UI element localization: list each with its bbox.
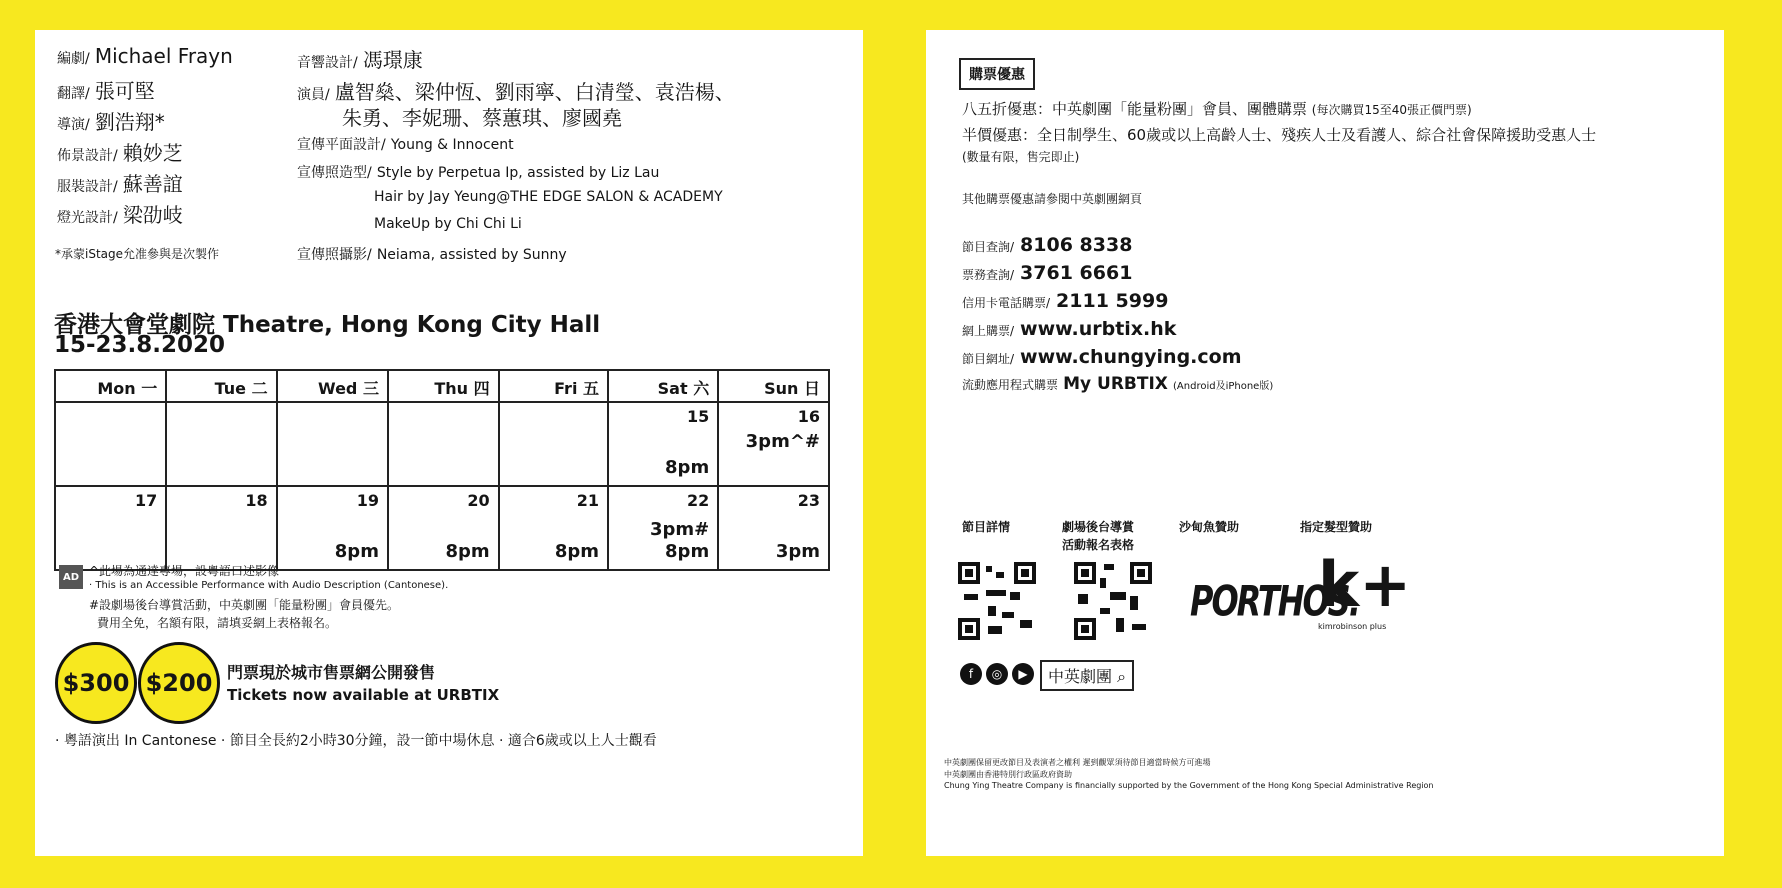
credit-sound: 音響設計/ 馮璟康 [297, 48, 423, 72]
app-purchase: 流動應用程式購票 My URBTIX (Android及iPhone版) [962, 374, 1274, 394]
contact-row: 票務查詢/ 3761 6661 [962, 262, 1133, 284]
performance-dates: 15-23.8.2020 [54, 332, 226, 358]
credit-row: 編劇/ Michael Frayn [57, 44, 233, 68]
performance-info-footer: · 粵語演出 In Cantonese · 節目全長約2小時30分鐘，設一節中場休息 · 適合6歲或以上人士觀看 [55, 733, 657, 749]
calendar-cell [277, 402, 388, 486]
calendar-day-header: Thu 四 [388, 370, 499, 402]
contact-phone: 3761 6661 [1020, 262, 1133, 284]
hash-note-line2: 費用全免，名額有限，請填妥網上表格報名。 [97, 616, 338, 630]
fine-print-2: 中英劇團由香港特別行政區政府資助 [944, 770, 1072, 779]
ad-note-en: · This is an Accessible Performance with Audio Description (Cantonese). [89, 580, 449, 591]
tickets-zh: 門票現於城市售票網公開發售 [227, 663, 436, 682]
showtime: 8pm [665, 457, 710, 478]
showtimes [335, 541, 379, 563]
credit-styling: 宣傳照造型/ Style by Perpetua Ip, assisted by Liz Lau [297, 165, 660, 181]
showtimes [445, 541, 489, 563]
calendar-date: 19 [356, 491, 379, 510]
calendar-week-row [55, 402, 829, 486]
kimrobinson-logo: k+ [1318, 548, 1412, 621]
qr-graphic [1074, 562, 1152, 640]
porthos-logo: PORTHOS. [1190, 576, 1359, 626]
calendar-cell [718, 486, 829, 570]
credit-hair: Hair by Jay Yeung@THE EDGE SALON & ACADEMY [374, 189, 723, 205]
calendar-date: 21 [576, 491, 599, 510]
showtime: 3pm# [649, 519, 710, 540]
sponsor-title-details: 節目詳情 [962, 520, 1011, 534]
istage-note: *承蒙iStage允准參與是次製作 [55, 247, 220, 261]
sponsor-title-porthos: 沙甸魚贊助 [1179, 520, 1240, 534]
calendar-cell [166, 486, 276, 570]
discount-half: 半價優惠：全日制學生、60歲或以上高齡人士、殘疾人士及看護人、綜合社會保障援助受惠人士 [962, 126, 1597, 144]
calendar-cell [388, 402, 499, 486]
search-icon: ⌕ [1117, 667, 1127, 686]
brand-search-box[interactable]: 中英劇團 ⌕ [1040, 660, 1134, 691]
calendar-cell [718, 402, 829, 486]
sponsor-title-hair: 指定髮型贊助 [1300, 520, 1373, 534]
calendar-cell [388, 486, 499, 570]
calendar-date: 20 [467, 491, 490, 510]
credit-row: 服裝設計/ 蘇善誼 [57, 172, 183, 196]
price-badge-300: $300 [55, 642, 137, 724]
hash-note-line1: #設劇場後台導賞活動，中英劇團「能量粉團」會員優先。 [89, 598, 400, 612]
ad-note-zh: ^此場為通達專場，設粵語口述影像 [89, 564, 280, 578]
price-badge-200: $200 [138, 642, 220, 724]
calendar-cell [277, 486, 388, 570]
showtimes [650, 519, 709, 563]
fine-print-1: 中英劇團保留更改節目及表演者之權利 遲到觀眾須待節目適當時候方可進場 [944, 758, 1211, 767]
credit-row: 導演/ 劉浩翔* [57, 110, 165, 134]
calendar-day-header: Sun 日 [718, 370, 829, 402]
calendar-day-header: Mon 一 [55, 370, 166, 402]
other-discount-note: 其他購票優惠請參閱中英劇團網頁 [962, 192, 1143, 206]
ticket-discount-box: 購票優惠 [959, 58, 1035, 90]
audio-description-icon: AD [59, 565, 83, 589]
contact-phone: 8106 8338 [1020, 234, 1133, 256]
calendar-cell [499, 486, 608, 570]
contact-phone: 2111 5999 [1056, 290, 1169, 312]
calendar-week-row [55, 486, 829, 570]
calendar-cell [166, 402, 276, 486]
calendar-date: 23 [797, 491, 820, 510]
showtimes [776, 541, 820, 563]
calendar-date: 15 [686, 407, 710, 426]
credit-row: 燈光設計/ 梁劭岐 [57, 203, 183, 227]
credit-row: 翻譯/ 張可堅 [57, 79, 155, 103]
showtime: 3pm [775, 541, 820, 562]
contact-row: 節目網址/ www.chungying.com [962, 346, 1242, 368]
qr-graphic [958, 562, 1036, 640]
discount-85: 八五折優惠：中英劇團「能量粉團」會員、團體購票 (每次購買15至40張正價門票) [962, 100, 1472, 118]
showtime: 8pm [445, 541, 490, 562]
facebook-icon[interactable]: f [960, 663, 982, 685]
calendar-cell [608, 486, 718, 570]
calendar-cell [55, 486, 166, 570]
credit-graphic: 宣傳平面設計/ Young & Innocent [297, 137, 514, 153]
credit-cast-line2: 朱勇、李妮珊、蔡蕙琪、廖國堯 [342, 106, 622, 130]
calendar-cell [55, 402, 166, 486]
calendar-day-header: Tue 二 [166, 370, 276, 402]
calendar-day-header: Fri 五 [499, 370, 608, 402]
showtimes [665, 457, 709, 479]
credit-makeup: MakeUp by Chi Chi Li [374, 216, 522, 232]
venue-title: 香港大會堂劇院 Theatre, Hong Kong City Hall [54, 312, 601, 338]
qr-code-backstage[interactable] [1074, 562, 1152, 640]
contact-row: 網上購票/ www.urbtix.hk [962, 318, 1177, 340]
kimrobinson-text: kimrobinson plus [1318, 622, 1387, 631]
calendar-date: 16 [797, 407, 820, 426]
contact-link[interactable]: www.chungying.com [1020, 346, 1242, 368]
calendar-header-row [55, 370, 829, 402]
showtimes [555, 541, 599, 563]
sponsor-title-form: 活動報名表格 [1062, 538, 1135, 552]
showtime: 3pm^# [745, 431, 820, 452]
credit-row: 佈景設計/ 賴妙芝 [57, 141, 183, 165]
sponsor-title-backstage: 劇場後台導賞 [1062, 520, 1135, 534]
showtime: 8pm [665, 541, 710, 562]
discount-half-note: (數量有限，售完即止) [962, 150, 1080, 164]
right-panel [926, 30, 1724, 856]
credit-photo: 宣傳照攝影/ Neiama, assisted by Sunny [297, 247, 567, 263]
qr-code-details[interactable] [958, 562, 1036, 640]
tickets-en: Tickets now available at URBTIX [227, 686, 500, 704]
performance-calendar [54, 369, 830, 571]
instagram-icon[interactable]: ◎ [986, 663, 1008, 685]
calendar-day-header: Sat 六 [608, 370, 718, 402]
calendar-day-header: Wed 三 [277, 370, 388, 402]
contact-row: 信用卡電話購票/ 2111 5999 [962, 290, 1169, 312]
credit-cast: 演員/ 盧智燊、梁仲恆、劉雨寧、白清瑩、袁浩楊、 [297, 80, 735, 104]
showtime: 8pm [554, 541, 599, 562]
calendar-date: 22 [686, 491, 710, 510]
calendar-cell [608, 402, 718, 486]
calendar-date: 18 [245, 491, 268, 510]
showtime: 8pm [334, 541, 379, 562]
left-panel [35, 30, 863, 856]
contact-row: 節目查詢/ 8106 8338 [962, 234, 1133, 256]
showtimes [746, 431, 820, 453]
calendar-date: 17 [134, 491, 158, 510]
calendar-cell [499, 402, 608, 486]
youtube-icon[interactable]: ▶ [1012, 663, 1034, 685]
fine-print-3: Chung Ying Theatre Company is financially supported by the Government of the Hong Kong Special Administrative Region [944, 781, 1434, 790]
contact-link[interactable]: www.urbtix.hk [1020, 318, 1177, 340]
